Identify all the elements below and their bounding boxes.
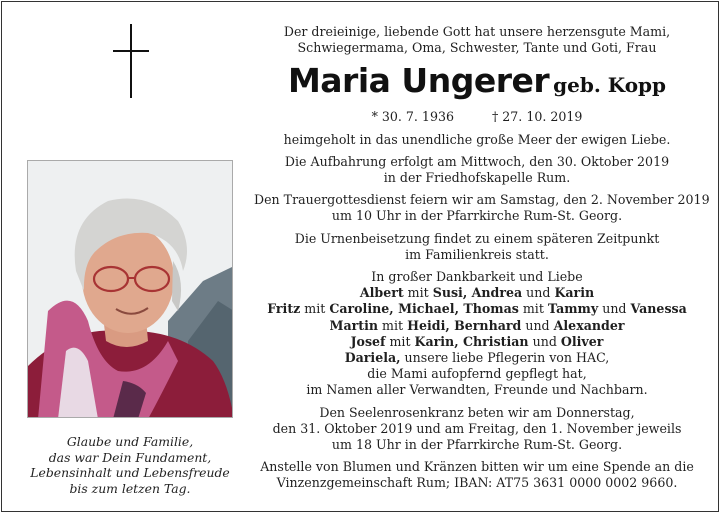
- family-name: Martin: [329, 317, 379, 333]
- rosenkranz-line: Den Seelenrosenkranz beten wir am Donnerstag,: [319, 404, 635, 420]
- rosenkranz-line: den 31. Oktober 2019 und am Freitag, den 1. November jeweils: [272, 420, 682, 436]
- family-connector: mit: [518, 301, 548, 317]
- obituary-notice: [1, 1, 719, 512]
- family-connector: und: [521, 317, 554, 333]
- family-connector: mit: [385, 333, 415, 349]
- life-dates: [254, 109, 700, 125]
- family-name: Vanessa: [630, 301, 687, 317]
- urnenbeisetzung-line: im Familienkreis statt.: [405, 246, 549, 262]
- cross-icon: [113, 24, 149, 98]
- family-connector: und: [528, 333, 561, 349]
- family-connector: und: [598, 301, 631, 317]
- spende-line: Vinzenzgemeinschaft Rum; IBAN: AT75 3631 0000 0002 9660.: [276, 475, 678, 491]
- family-line: [254, 285, 700, 301]
- portrait-photo-image: [28, 161, 233, 418]
- intro-line: Der dreieinige, liebende Gott hat unsere herzensgute Mami,: [283, 24, 671, 39]
- motto-line: das war Dein Fundament,: [48, 449, 212, 465]
- family-name: Fritz: [267, 301, 301, 317]
- family-name: Heidi, Bernhard: [407, 317, 522, 333]
- family-name: Josef: [350, 333, 386, 349]
- family-name: Albert: [359, 285, 404, 301]
- family-name: Dariela,: [344, 350, 401, 366]
- motto-line: Lebensinhalt und Lebensfreude: [30, 465, 230, 481]
- family-line: die Mami aufopfernd gepflegt hat,: [367, 366, 587, 382]
- spende-line: Anstelle von Blumen und Kränzen bitten wir um eine Spende an die: [260, 459, 694, 475]
- family-connector: unsere liebe Pflegerin von HAC,: [400, 350, 610, 366]
- family-name: Oliver: [560, 333, 604, 349]
- aufbahrung-line: Die Aufbahrung erfolgt am Mittwoch, den 30. Oktober 2019: [284, 153, 670, 169]
- family-name: Karin, Christian: [414, 333, 529, 349]
- deceased-name: Maria Ungerer: [287, 61, 550, 101]
- name-row: [254, 62, 700, 107]
- birth-name: geb. Kopp: [553, 73, 667, 98]
- aufbahrung-line: in der Friedhofskapelle Rum.: [383, 170, 571, 186]
- death-date: † 27. 10. 2019: [491, 109, 583, 125]
- notice-text: [254, 24, 710, 492]
- trauergottesdienst-line: Den Trauergottesdienst feiern wir am Samstag, den 2. November 2019: [254, 192, 710, 208]
- motto-line: bis zum letzen Tag.: [69, 480, 191, 496]
- family-line: [254, 334, 700, 350]
- heimgeholt-line: heimgeholt in das unendliche große Meer der ewigen Liebe.: [283, 131, 671, 147]
- family-connector: mit: [378, 317, 408, 333]
- family-line: [254, 350, 700, 366]
- motto: [27, 434, 233, 496]
- portrait-photo: [27, 160, 233, 418]
- birth-date: * 30. 7. 1936: [371, 109, 454, 125]
- family-line: [254, 301, 700, 317]
- rosenkranz-line: um 18 Uhr in der Pfarrkirche Rum-St. Georg.: [331, 437, 623, 453]
- family-name: Tammy: [547, 301, 599, 317]
- family-connector: mit: [403, 285, 433, 301]
- family-name: Caroline, Michael, Thomas: [329, 301, 519, 317]
- trauergottesdienst-line: um 10 Uhr in der Pfarrkirche Rum-St. Georg.: [331, 208, 623, 224]
- intro-line: Schwiegermama, Oma, Schwester, Tante und Goti, Frau: [297, 40, 657, 56]
- family-name: Susi, Andrea: [432, 285, 523, 301]
- motto-line: Glaube und Familie,: [66, 434, 194, 449]
- family-connector: und: [522, 285, 555, 301]
- family-name: Alexander: [553, 317, 625, 333]
- family-name: Karin: [554, 285, 595, 301]
- family-line: [254, 318, 700, 334]
- urnenbeisetzung-line: Die Urnenbeisetzung findet zu einem späteren Zeitpunkt: [294, 230, 660, 246]
- family-line: im Namen aller Verwandten, Freunde und Nachbarn.: [306, 382, 648, 398]
- dank-line: In großer Dankbarkeit und Liebe: [371, 269, 583, 285]
- family-connector: mit: [300, 301, 330, 317]
